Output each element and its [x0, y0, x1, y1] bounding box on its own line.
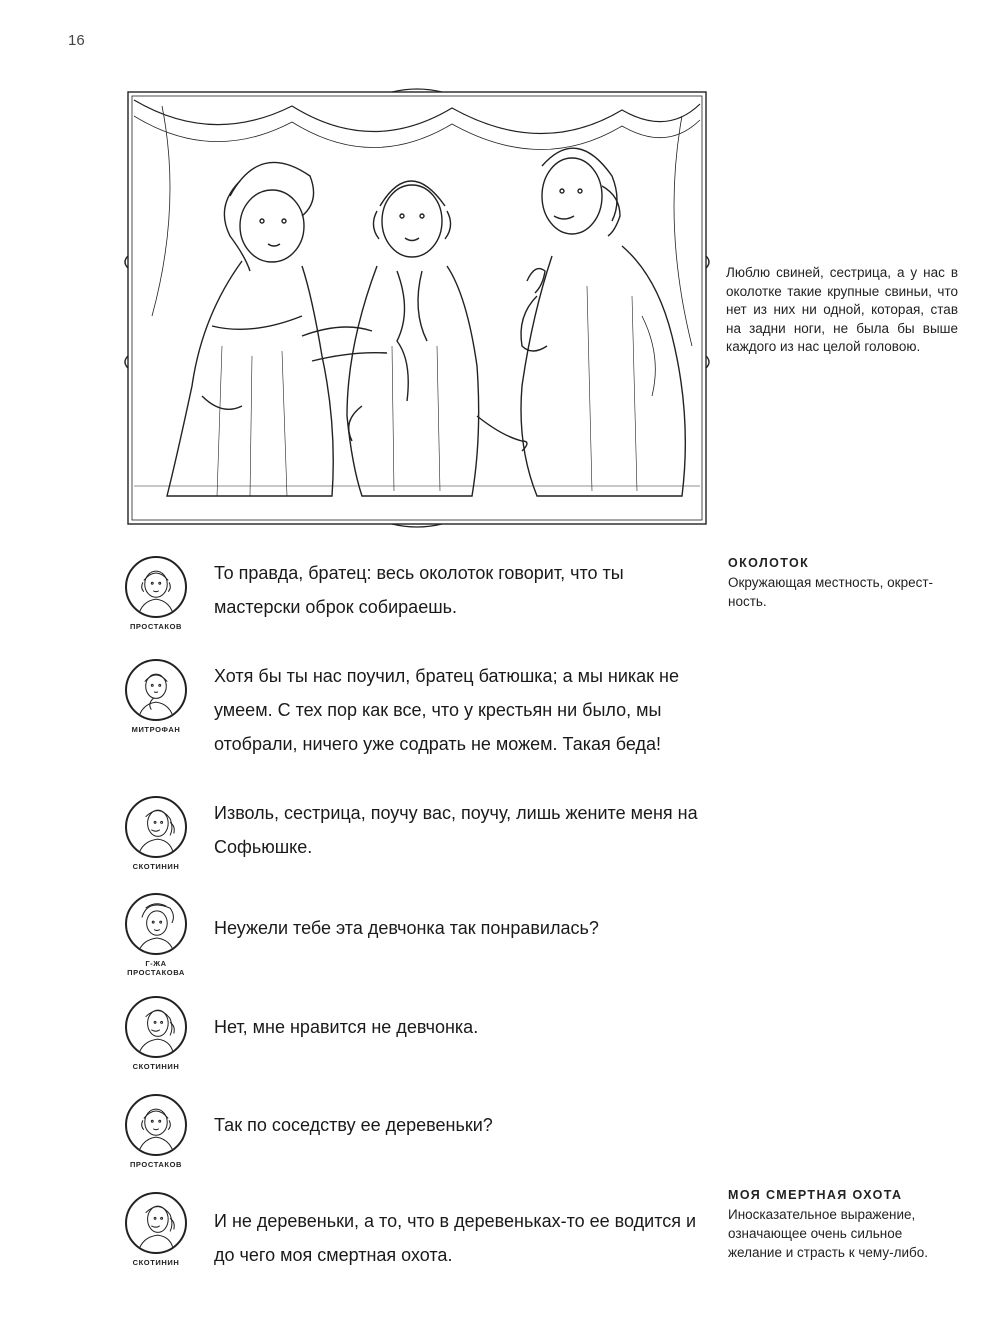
page-number: 16 [68, 32, 85, 49]
glossary-definition: Иносказательное выражение, означающее очень сильное желание и страсть к чему-либо. [728, 1207, 928, 1260]
prostakova-portrait-icon [125, 893, 187, 955]
glossary-definition: Окружающая местность, окрест-ность. [728, 575, 934, 609]
mitrofan-portrait-icon [125, 659, 187, 721]
speaker-name: СКОТИНИН [132, 1258, 180, 1267]
speech-text: Нет, мне нравится не девчонка. [214, 1017, 479, 1037]
glossary-term: МОЯ СМЕРТНАЯ ОХОТА [728, 1188, 903, 1202]
speech-text: Так по соседству ее деревеньки? [214, 1115, 493, 1135]
speaker-block [122, 1192, 190, 1267]
speaker-block [122, 1094, 190, 1169]
skotinin-portrait-icon [125, 996, 187, 1058]
speech-text: Хотя бы ты нас поучил, братец батюшка; а мы никак не умеем. С тех пор как все, что у крестьян ни было, мы отобрали, ничего уже содрать не можем. Такая беда! [214, 666, 679, 754]
skotinin-portrait-icon [125, 796, 187, 858]
glossary-entry-smertnaya-okhota [728, 1188, 948, 1262]
speaker-block [122, 796, 190, 871]
speaker-block [122, 556, 190, 631]
engraving-illustration-icon [122, 86, 712, 530]
glossary-term: ОКОЛОТОК [728, 556, 810, 570]
speaker-block [122, 893, 190, 977]
speaker-block [122, 996, 190, 1071]
speaker-name: СКОТИНИН [132, 862, 180, 871]
prostakov-portrait-icon [125, 1094, 187, 1156]
speaker-name: МИТРОФАН [131, 725, 181, 734]
side-quote: Люблю свиней, сестрица, а у нас в околотке такие крупные свиньи, что нет из них ни одной, которая, став на задни ноги, не была бы выше каждого из нас целой головою. [726, 265, 958, 354]
speech-text: Изволь, сестрица, поучу вас, поучу, лишь жените меня на Софьюшке. [214, 803, 698, 857]
speaker-name: ПРОСТАКОВ [129, 1160, 183, 1169]
prostakov-portrait-icon [125, 556, 187, 618]
speech-text: Неужели тебе эта девчонка так понравилась? [214, 918, 599, 938]
speaker-name: ПРОСТАКОВ [129, 622, 183, 631]
speaker-name: СКОТИНИН [132, 1062, 180, 1071]
speaker-name: Г-ЖА ПРОСТАКОВА [127, 959, 185, 977]
speech-text: И не деревеньки, а то, что в деревеньках-то ее водится и до чего моя смертная охота. [214, 1211, 697, 1265]
speaker-block [122, 659, 190, 734]
speech-text: То правда, братец: весь околоток говорит, что ты мастерски оброк собираешь. [214, 563, 624, 617]
skotinin-portrait-icon [125, 1192, 187, 1254]
glossary-entry-okolotok [728, 556, 948, 611]
